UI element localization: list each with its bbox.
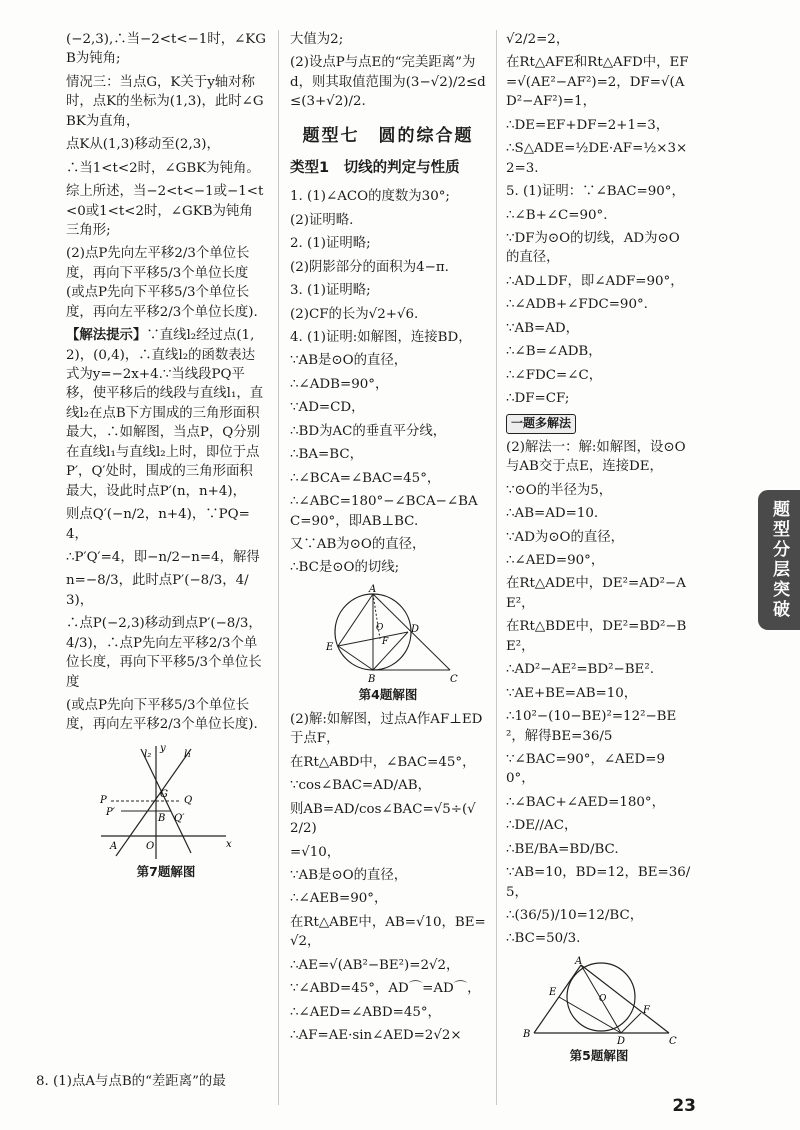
text-line: ∴DE=EF+DF=2+1=3， (506, 117, 670, 133)
text-line: ∵cos∠BAC=AD/AB， (290, 778, 431, 794)
text-line: n=−8/3，此时点P′(−8/3，4/3)， (66, 573, 249, 608)
hint-block (66, 326, 266, 501)
text-line: 2. (1)证明略; (290, 236, 371, 252)
text-line: ∵∠BAC=90°，∠AED=90°， (506, 751, 665, 787)
text-line: ∴AD²−AE²=BD²−BE². (506, 662, 654, 678)
text-line: ∴DE//AC， (506, 818, 578, 834)
text-line: ∴BA=BC， (290, 447, 363, 463)
text-line: ∵DF为⊙O的切线，AD为⊙O的直径， (506, 230, 680, 266)
text-line: ∵AD为⊙O的直径， (506, 529, 625, 545)
text-line: (2)证明略. (290, 212, 354, 228)
side-tab-label: 题型分层突破 (758, 490, 800, 630)
column-middle (290, 30, 486, 1050)
text-line: ∴S△ADE=½DE·AF=½×3×2=3. (506, 141, 688, 176)
text-line: (2)点P先向左平移2/3个单位长度，再向下平移5/3个单位长度(或点P先向下平移5/3个单位长度，再向左平移2/3个单位长度). (66, 246, 258, 320)
column-divider-2 (496, 30, 497, 1105)
text-line: 4. (1)证明:如解图，连接BD， (290, 330, 472, 346)
text-line: (2)阴影部分的面积为4−π. (290, 259, 449, 275)
text-line: ∴∠ADB=90°， (290, 376, 389, 392)
text-line: ∴∠AEB=90°， (290, 891, 388, 907)
text-line: 在Rt△AFE和Rt△AFD中，EF=√(AE²−AF²)=2，DF=√(AD²−AF²)=1， (506, 55, 689, 110)
subsection-title: 类型1 切线的判定与性质 (290, 160, 460, 177)
figure-caption: 第4题解图 (358, 686, 418, 702)
text-line: ∴∠ABC=180°−∠BCA−∠BAC=90°，即AB⊥BC. (290, 494, 478, 529)
label-D: D (617, 1035, 626, 1045)
label-G: G (160, 788, 168, 800)
text-line: 情况三：当点G，K关于y轴对称时，点K的坐标为(1,3)，此时∠GBK为直角， (66, 74, 264, 129)
text-line: 在Rt△ADE中，DE²=AD²−AE²， (506, 576, 686, 611)
text-line: ∴AD⊥DF，即∠ADF=90°， (506, 273, 684, 289)
hint-label: 【解法提示】 (66, 328, 147, 344)
text-line: ∴∠BAC+∠AED=180°， (506, 794, 665, 810)
hint-text: ∵直线l₂经过点(1,2)，(0,4)，∴直线l₂的函数表达式为y=−2x+4.∵当线段PQ平移，使平移后的线段与直线l₁，直线l₂在点B下方围成的三角形面积最大，∴如解图，当点P，Q分别在直线l₁与直线l₂上时，即位于点P′，Q′处时，围成的三角形面积最大，设此时点P′(n，n+4)， (66, 328, 264, 499)
text-line: ∴∠B+∠C=90°. (506, 207, 608, 223)
label-E: E (326, 641, 334, 653)
column-left (66, 30, 266, 887)
figure-caption: 第5题解图 (569, 1047, 629, 1063)
text-line: (2)解法一：解:如解图，设⊙O与AB交于点E，连接DE， (506, 439, 686, 475)
text-line: ∴P′Q′=4，即−n/2−n=4，解得 (66, 549, 260, 565)
text-line: (−2,3),∴当−2<t<−1时，∠KGB为钝角; (66, 32, 267, 67)
label-C: C (669, 1035, 677, 1045)
label-A: A (369, 583, 377, 595)
text-line: ∵∠ABD=45°，AD⌒=AD⌒， (290, 981, 481, 997)
question-8-line: 8. (1)点A与点B的“差距离”的最 (36, 1074, 226, 1089)
label-O: O (376, 622, 384, 633)
label-l1: l₁ (184, 748, 192, 760)
text-line: ∴当1<t<2时，∠GBK为钝角。 (66, 160, 260, 176)
text-line: (或点P先向下平移5/3个单位长度，再向左平移2/3个单位长度). (66, 698, 258, 733)
label-B: B (158, 812, 166, 824)
text-line: ∵⊙O的半径为5， (506, 482, 613, 498)
label-E: E (549, 986, 557, 998)
label-O: O (599, 993, 607, 1004)
label-Q-prime: Q′ (174, 812, 185, 824)
text-line: ∴BD为AC的垂直平分线， (290, 423, 447, 439)
text-line: ∴BE/BA=BD/BC. (506, 841, 619, 857)
text-line: (2)设点P与点E的“完美距离”为d，则其取值范围为(3−√2)/2≤d≤(3+√2)/2. (290, 55, 486, 110)
text-line: ∵AE+BE=AB=10， (506, 685, 638, 701)
text-line: 则AB=AD/cos∠BAC=√5÷(√2/2) (290, 801, 476, 837)
figure-q7-graph (96, 741, 236, 861)
text-line: ∴∠ADB+∠FDC=90°. (506, 297, 648, 313)
label-A: A (575, 955, 583, 967)
text-line: (2)解:如解图，过点A作AF⊥ED于点F， (290, 711, 483, 747)
label-B: B (368, 673, 376, 684)
text-line: ∴10²−(10−BE)²=12²−BE²，解得BE=36/5 (506, 709, 677, 744)
text-line: ∵AB=AD， (506, 320, 580, 336)
text-line: √2/2=2， (506, 32, 570, 47)
multi-solution-badge: 一题多解法 (506, 414, 576, 433)
label-D: D (411, 623, 420, 635)
label-C: C (450, 673, 458, 684)
text-line: ∴点P(−2,3)移动到点P′(−8/3，4/3)，∴点P先向左平移2/3个单位长度，再向下平移5/3个单位长度 (66, 616, 262, 690)
text-line: =√10， (290, 844, 341, 860)
text-line: ∴∠B=∠ADB， (506, 344, 602, 360)
figure-q4-circle (318, 584, 458, 684)
label-O: O (146, 840, 155, 852)
figure-caption: 第7题解图 (136, 863, 196, 879)
text-line: ∴∠BCA=∠BAC=45°， (290, 470, 441, 486)
label-Q: Q (184, 794, 193, 806)
text-line: 在Rt△BDE中，DE²=BD²−BE²， (506, 619, 687, 654)
label-B: B (523, 1028, 531, 1040)
text-line: ∴∠AED=∠ABD=45°， (290, 1004, 441, 1020)
text-line: ∴AE=√(AB²−BE²)=2√2， (290, 957, 460, 973)
text-line: ∵AD=CD， (290, 400, 365, 416)
label-A: A (110, 840, 118, 852)
text-line: 5. (1)证明：∵∠BAC=90°， (506, 184, 685, 200)
text-line: 大值为2; (290, 32, 344, 47)
text-line: ∴DF=CF; (506, 391, 570, 406)
figure-q5-circle (519, 955, 679, 1045)
text-line: ∴BC=50/3. (506, 931, 581, 947)
text-line: 3. (1)证明略; (290, 283, 371, 299)
text-line: (2)CF的长为√2+√6. (290, 306, 419, 322)
text-line: ∴AB=AD=10. (506, 506, 599, 522)
column-right (506, 30, 692, 1071)
text-line: ∵AB是⊙O的直径， (290, 353, 408, 369)
label-P-prime: P′ (106, 806, 115, 818)
label-F: F (382, 636, 389, 647)
text-line: 点K从(1,3)移动至(2,3)， (66, 137, 220, 153)
text-line: ∵AB=10，BD=12，BE=36/5， (506, 865, 691, 900)
text-line: ∴(36/5)/10=12/BC， (506, 908, 644, 924)
label-F: F (643, 1004, 650, 1016)
text-line: 综上所述，当−2<t<−1或−1<t<0或1<t<2时，∠GKB为钝角三角形; (66, 184, 264, 238)
label-P: P (100, 794, 107, 806)
label-x: x (226, 838, 232, 850)
text-line: 在Rt△ABE中，AB=√10，BE=√2， (290, 914, 486, 950)
text-line: ∴∠AED=90°， (506, 553, 605, 569)
label-l2: l₂ (144, 748, 152, 760)
text-line: 又∵AB为⊙O的直径， (290, 536, 426, 552)
label-y: y (160, 742, 166, 754)
section-title: 题型七 圆的综合题 (302, 125, 474, 146)
text-line: 1. (1)∠ACO的度数为30°; (290, 189, 450, 205)
text-line: 则点Q′(−n/2，n+4)，∵PQ=4， (66, 507, 250, 542)
text-line: ∴AF=AE·sin∠AED=2√2× (290, 1028, 462, 1044)
column-divider-1 (278, 30, 279, 1105)
text-line: 在Rt△ABD中，∠BAC=45°， (290, 754, 476, 770)
page-number: 23 (672, 1096, 696, 1116)
text-line: ∴BC是⊙O的切线; (290, 560, 400, 576)
text-line: ∴∠FDC=∠C， (506, 367, 603, 383)
text-line: ∵AB是⊙O的直径， (290, 868, 408, 884)
